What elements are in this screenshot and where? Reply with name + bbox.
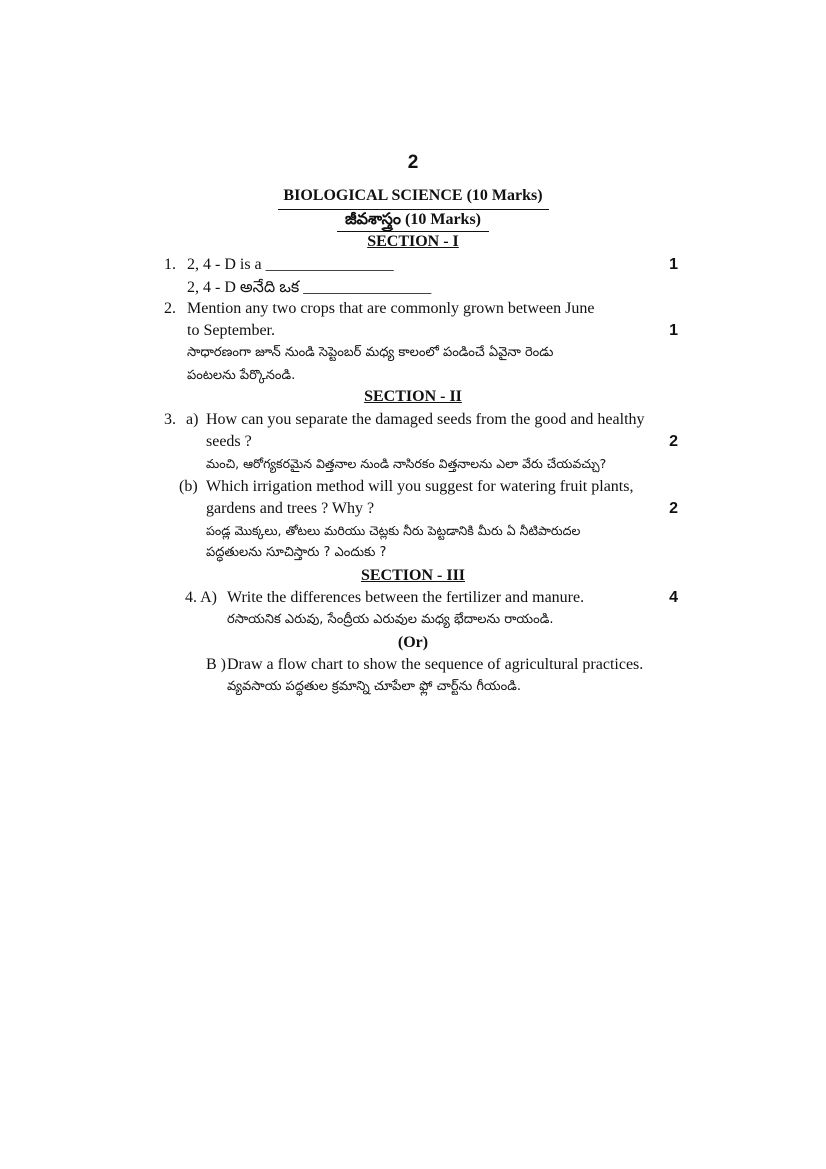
- subject-title-telugu: [0, 210, 826, 232]
- q3b-text-telugu-line2: పద్ధతులను సూచిస్తారు ? ఎందుకు ?: [206, 545, 387, 560]
- or-separator: (Or): [397, 634, 429, 651]
- section-1-heading: SECTION - I: [367, 233, 459, 250]
- q1-number: 1.: [164, 256, 176, 273]
- q2-text-english-line1: Mention any two crops that are commonly grown between June: [187, 300, 595, 317]
- page-number: 2: [407, 152, 419, 173]
- q3a-marks: 2: [669, 433, 678, 450]
- q1-marks: 1: [669, 256, 678, 273]
- q1-text-telugu: 2, 4 - D అనేది ఒక ________________: [187, 279, 432, 296]
- q2-text-telugu-line1: సాధారణంగా జూన్ నుండి సెప్టెంబర్ మధ్య కాలంలో పండించే ఏవైనా రెండు: [187, 345, 554, 360]
- q3a-text-telugu: మంచి, ఆరోగ్యకరమైన విత్తనాల నుండి నాసిరకం విత్తనాలను ఎలా వేరు చేయవచ్చు?: [206, 456, 607, 471]
- q2-marks: 1: [669, 322, 678, 339]
- q3b-label: (b): [179, 478, 198, 495]
- q4a-text-telugu: రసాయనిక ఎరువు, సేంద్రీయ ఎరువుల మధ్య భేదాలను రాయండి.: [227, 612, 554, 627]
- q1-text-english: 2, 4 - D is a ________________: [187, 256, 394, 273]
- q3a-text-english-line2: seeds ?: [206, 433, 252, 450]
- q4a-marks: 4: [669, 589, 678, 606]
- q3a-label: a): [186, 411, 199, 428]
- section-2-heading: SECTION - II: [364, 388, 462, 405]
- subject-title-english: BIOLOGICAL SCIENCE (10 Marks): [283, 187, 543, 204]
- q3a-text-english-line1: How can you separate the damaged seeds from the good and healthy: [206, 411, 645, 428]
- q3-number: 3.: [164, 411, 176, 428]
- q3b-marks: 2: [669, 500, 678, 517]
- q4a-label: 4. A): [185, 589, 217, 606]
- q3b-text-english-line2: gardens and trees ? Why ?: [206, 500, 375, 517]
- q2-text-english-line2: to September.: [187, 322, 275, 339]
- q3b-text-english-line1: Which irrigation method will you suggest for watering fruit plants,: [206, 478, 634, 495]
- q4b-text-english: Draw a flow chart to show the sequence of agricultural practices.: [227, 656, 644, 673]
- q4b-label: B ): [206, 656, 226, 673]
- q4a-text-english: Write the differences between the fertilizer and manure.: [227, 589, 585, 606]
- subject-title-telugu-text: జీవశాస్త్రం (10 Marks): [344, 211, 482, 228]
- q4b-text-telugu: వ్యవసాయ పద్ధతుల క్రమాన్ని చూపేలా ఫ్లో చార్ట్‌ను గీయండి.: [227, 679, 521, 694]
- title-divider-bottom: [337, 231, 489, 232]
- section-3-heading: SECTION - III: [360, 567, 466, 584]
- q2-text-telugu-line2: పంటలను పేర్కొనండి.: [187, 368, 296, 383]
- q2-number: 2.: [164, 300, 176, 317]
- q3b-text-telugu-line1: పండ్ల మొక్కలు, తోటలు మరియు చెట్లకు నీరు పెట్టడానికి మీరు ఏ నీటిపారుదల: [206, 523, 581, 538]
